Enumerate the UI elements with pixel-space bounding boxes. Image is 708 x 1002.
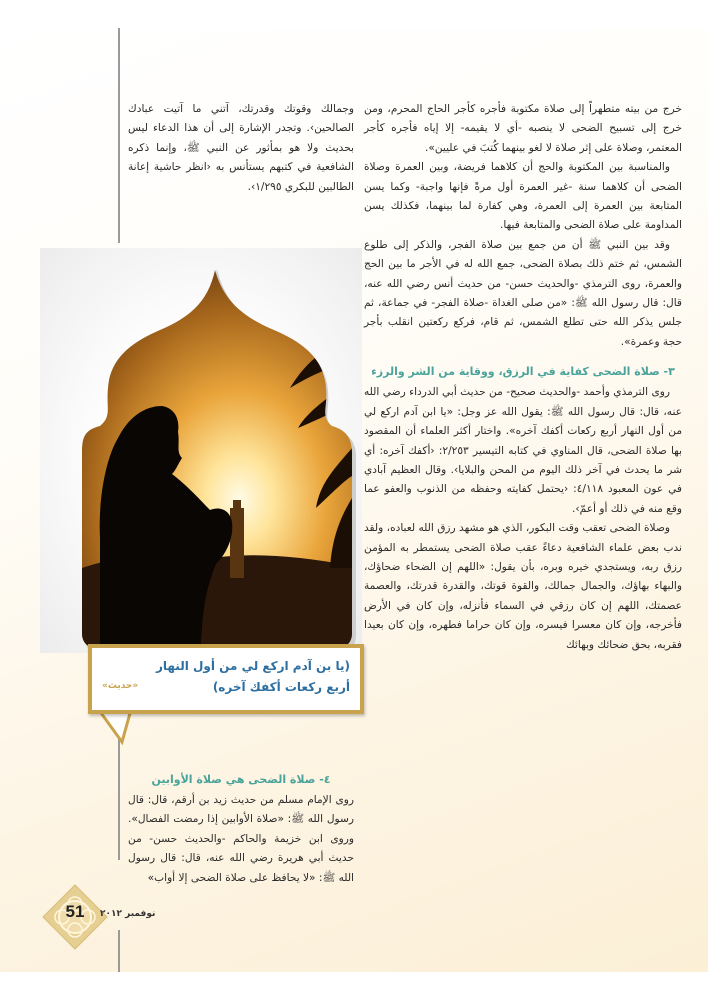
paragraph: وقد بين النبي ﷺ أن من جمع بين صلاة الفجر، والذكر إلى طلوع الشمس، ثم ختم ذلك بصلاة الضحى، جمع الله له في الأجر ما بين الحج والعمرة، روى الترمذي -والحديث حسن- من حديث أنس رضي الله عنه، قال: قال رسول الله ﷺ: «من صلى الغداة -صلاة الفجر- في جماعة، ثم جلس يذكر الله حتى تطلع الشمس، ثم قام، فركع ركعتين انقلب بأجر حجة وعمرة». — [364, 238, 682, 348]
page-number: 51 — [65, 902, 85, 921]
column-divider-bottom — [118, 930, 120, 972]
praying-woman-sunset-image — [40, 248, 362, 653]
paragraph: والمناسبة بين المكتوبة والحج أن كلاهما فريضة، وبين العمرة وصلاة الضحى أن كلاهما سنة -غير العمرة أول مرةً فإنها واجبة- وكما يسن المتابعة بين العمرة إلى العمرة، وهي كفارة لما بينهما، فكذلك يسن المداومة على صلاة الضحى والمتابعة فيها. — [364, 161, 682, 232]
issue-date: نوفمبر ٢٠١٢ — [100, 909, 156, 919]
minaret-top — [233, 500, 241, 510]
top-margin — [0, 0, 708, 30]
paragraph: روى الترمذي وأحمد -والحديث صحيح- من حديث أبي الدرداء رضي الله عنه، قال: قال رسول الله ﷺ: يقول الله عز وجل: «يا ابن آدم اركع لي من أول النهار أربع ركعات أكفك آخره». واختار أكثر العلماء أن المقصود بها صلاة الضحى، قال المناوي في كتابه التيسير ٢/٢٥٣: ‹أكفك آخره: أي شر ما يحدث في آخر ذلك اليوم من المحن والبلايا›. وقال العظيم آبادي في عون المعبود ٤/١١٨: ‹يحتمل كفايته وحفظه من الذنوب والعفو عما وقع منه في ذلك أو أعمّ›. — [364, 386, 683, 515]
article-photo — [40, 248, 362, 653]
left-column-top — [128, 100, 354, 197]
paragraph: روى الإمام مسلم من حديث زيد بن أرقم، قال: قال رسول الله ﷺ: «صلاة الأوابين إذا رمضت الفصال». وروى ابن خزيمة والحاكم -والحديث حسن- من حديث أبي هريرة رضي الله عنه، قال: قال رسول الله ﷺ: «لا يحافظ على صلاة الضحى إلا أواب» — [128, 794, 354, 884]
paragraph: خرج من بيته متطهراً إلى صلاة مكتوبة فأجره كأجر الحاج المحرم، ومن خرج إلى تسبيح الضحى لا ينصبه -أي لا يقيمه- إلا إياه فأجره كأجر المعتمر، وصلاة على إثر صلاة لا لغو بينهما كُتبَ في عليين». — [364, 103, 682, 154]
column-divider-top — [118, 28, 120, 243]
section-heading-3: ٣- صلاة الضحى كفاية في الرزق، ووقاية من الشر والرزء — [371, 365, 675, 379]
minaret-icon — [230, 508, 244, 578]
pull-quote-source: «حديث» — [102, 681, 139, 691]
right-column — [364, 100, 682, 655]
paragraph: وصلاة الضحى تعقب وقت البكور، الذي هو مشهد رزق الله لعباده، ولقد ندب بعض علماء الشافعية دعاءً عقب صلاة الضحى يستمطر به المؤمن رزق ربه، ويستجدي خيره وبره، بأن يقول: «اللهم إن الضحاء ضحاؤك، والبهاء بهاؤك، والجمال جمالك، والقوة قوتك، والقدرة قدرتك، والعصمة عصمتك، اللهم إن كان رزقي في السماء فأنزله، وإن كان في الأرض فأخرجه، وإن كان معسرا فيسره، وإن كان حراما فطهره، وإن كان بعيدا فقربه، بحق ضحائك وبهائك — [364, 522, 682, 651]
bottom-margin — [0, 972, 708, 1002]
pull-quote-text: (يا بن آدم اركع لي من أول النهار أربع ركعات أكفك آخره) — [155, 659, 350, 694]
left-column-bottom — [128, 770, 354, 888]
section-heading-4: ٤- صلاة الضحى هي صلاة الأوابين — [151, 773, 331, 786]
paragraph: وجمالك وقوتك وقدرتك، آتني ما آتيت عبادك الصالحين›. وتجدر الإشارة إلى أن هذا الدعاء ليس بحديث ولا هو بمأثور عن النبي ﷺ، وإنما ذكره الشافعية في كتبهم يستأنس به ‹انظر حاشية إعانة الطالبين للبكري ١/٢٩٥›. — [128, 103, 354, 193]
pull-quote-box — [88, 644, 364, 714]
